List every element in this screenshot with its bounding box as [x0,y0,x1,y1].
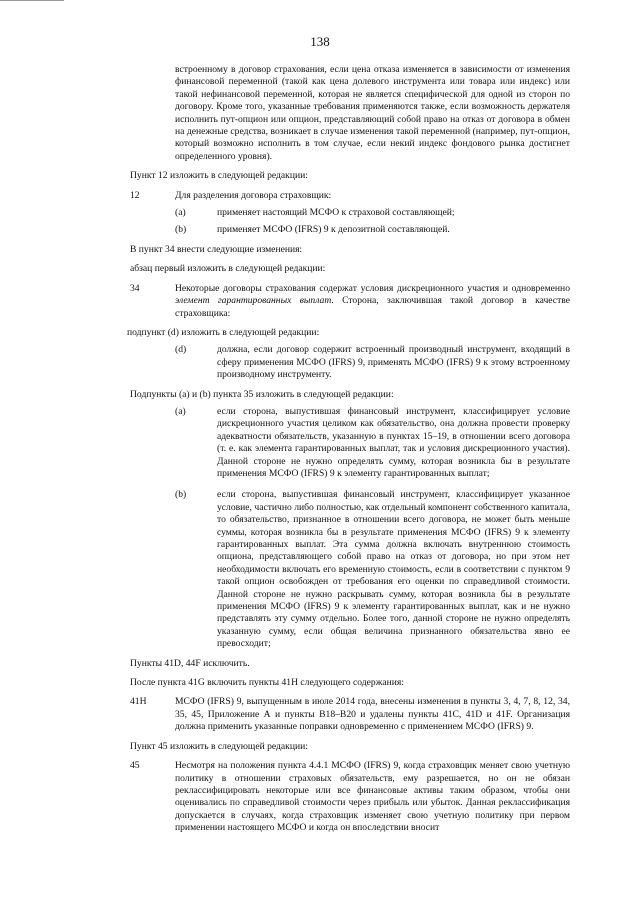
paragraph-number: 34 [130,282,140,294]
item-label: (b) [175,224,187,236]
list-item [175,207,570,219]
item-label: (a) [175,207,186,219]
instruction-para-41g: После пункта 41G включить пункты 41H следующего содержания: [130,677,404,689]
instruction-para-35: Подпункты (a) и (b) пункта 35 изложить в следующей редакции: [130,388,394,400]
paragraph-41h [130,696,570,733]
item-text: если сторона, выпустившая финансовый инструмент, классифицирует условие дискреционного участия целиком как обязательство, она должна провести проверку адекватности обязательств, указанную в пунктах 15–19, в отношении всего договора (т. е. как элемента гарантированных выплат, так и условия дискреционного участия). Данной стороне не нужно определять сумму, которая возникла бы в результате применения МСФО (IFRS) 9 к элементу гарантированных выплат; [217,405,570,479]
item-text: должна, если договор содержит встроенный производный инструмент, входящий в сферу применения МСФО (IFRS) 9, применять МСФО (IFRS) 9 к этому встроенному производному инструменту. [217,344,570,381]
instruction-para-34: В пункт 34 внести следующие изменения: [130,243,303,255]
list-item [175,406,570,480]
instruction-para-45: Пункт 45 изложить в следующей редакции: [130,740,308,752]
paragraph-45 [130,760,570,834]
page-number: 138 [310,34,330,49]
item-text: если сторона, выпустившая финансовый инструмент, классифицирует указанное условие, частично либо полностью, как отдельный компонент собственного капитала, то обязательство, признанное в отношении всего договора, не может быть меньше суммы, которая возникла бы в результате применения МСФО (IFRS) 9 к элементу гарантированных выплат. Эта сумма должна включать внутреннюю стоимость опциона, представляющего собой право на отказ от договора, но при этом нет необходимости включать его временную стоимость, если в соответствии с пунктом 9 такой опцион освобожден от требования его оценки по справедливой стоимости. Данной стороне не нужно раскрывать сумму, которая возникла бы в результате применения МСФО (IFRS) 9 к элементу гарантированных выплат, как и не нужно представлять эту сумму отдельно. Более того, данной стороне не нужно определять указанную сумму, если общая величина признанного обязательства явно ее превосходит; [217,489,570,650]
document-body [127,64,570,835]
paragraph-number: 41H [130,696,147,708]
list-item [175,489,570,650]
italic-term: элемент гарантированных выплат [175,295,332,307]
paragraph-text: МСФО (IFRS) 9, выпущенным в июле 2014 года, внесены изменения в пункты 3, 4, 7, 8, 12, 34, 35, 45, Приложение А и пункты B18–B20 и удалены пункты 41C, 41D и 41F. Организация должна применить указанные поправки одновременно с применением МСФО (IFRS) 9. [175,696,570,733]
intro-paragraph: встроенному в договор страхования, если цена отказа изменяется в зависимости от изменения финансовой переменной (такой как цена долевого инструмента или товара или индекс) или такой нефинансовой переменной, которая не является специфической для одной из сторон по договору. Кроме того, указанные требования применяются также, если возможность держателя исполнить пут-опцион или опцион, представляющий собой право на отказ от договора в обмен на денежные средства, возникает в случае изменения такой переменной (например, пут-опцион, который возможно исполнить в том случае, если некий индекс фондового рынка достигнет определенного уровня). [175,64,570,162]
list-item [175,344,570,381]
paragraph-text: Для разделения договора страховщик: [175,189,332,201]
paragraph-34 [130,283,570,320]
instruction-para-41d: Пункты 41D, 44F исключить. [130,657,250,669]
item-label: (d) [175,344,187,356]
item-text: применяет МСФО (IFRS) 9 к депозитной составляющей. [217,224,450,236]
text-part: Некоторые договоры страхования содержат условия дискреционного участия и одновременно [175,282,570,294]
item-text: применяет настоящий МСФО к страховой составляющей; [217,207,455,219]
paragraph-text: Несмотря на положения пункта 4.4.1 МСФО (IFRS) 9, когда страховщик меняет свою учетную политику в отношении страховых обязательств, ему разрешается, но он не обязан реклассифицировать некоторые или все финансовые активы таким образом, чтобы они оценивались по справедливой стоимости через прибыль или убыток. Данная реклассификация допускается в случаях, когда страховщик изменяет свою учетную политику при первом применении настоящего МСФО и когда он впоследствии вносит [175,760,570,834]
instruction-para-34-first: абзац первый изложить в следующей редакции: [130,263,326,275]
instruction-para-34-d: подпункт (d) изложить в следующей редакции: [127,326,320,338]
paragraph-number: 12 [130,189,140,201]
scan-corner-mark [0,0,64,2]
paragraph-text [175,283,570,320]
item-label: (b) [175,489,187,501]
text-part: . Сторона, заключившая такой договор в качестве страховщика: [175,295,570,319]
instruction-para-12: Пункт 12 изложить в следующей редакции: [130,170,308,182]
item-label: (a) [175,405,186,417]
list-item [175,224,570,236]
paragraph-12 [130,190,570,202]
paragraph-number: 45 [130,760,140,772]
